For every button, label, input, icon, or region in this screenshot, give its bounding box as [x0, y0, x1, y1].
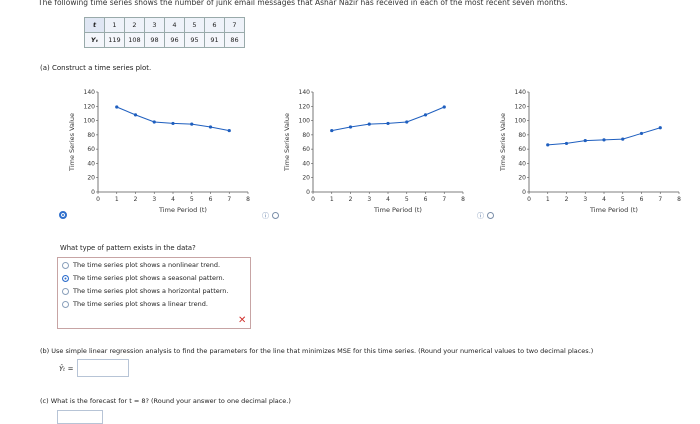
chart-option-3: [495, 88, 695, 218]
x-tick-label: 5: [189, 196, 194, 203]
x-tick-label: 4: [386, 196, 390, 203]
option-label: The time series plot shows a seasonal pattern.: [73, 274, 225, 282]
y-tick-label: 120: [514, 103, 526, 111]
data-point: [209, 125, 212, 128]
data-point: [584, 139, 587, 142]
x-tick-label: 6: [208, 196, 213, 203]
data-point: [349, 125, 352, 128]
radio-selected-icon[interactable]: [62, 275, 69, 282]
x-tick-label: 3: [367, 196, 372, 203]
radio-icon[interactable]: [62, 262, 69, 269]
y-tick-label: 80: [87, 131, 95, 139]
x-tick-label: 8: [246, 196, 250, 203]
part-c-label: (c) What is the forecast for t = 8? (Round your answer to one decimal place.): [40, 397, 291, 405]
x-tick-label: 0: [311, 196, 315, 203]
radio-icon[interactable]: [62, 301, 69, 308]
chart-3-radio[interactable]: [487, 212, 494, 219]
pattern-option[interactable]: [62, 300, 208, 308]
option-label: The time series plot shows a nonlinear trend.: [73, 261, 221, 269]
x-tick-label: 3: [583, 196, 588, 203]
pattern-option[interactable]: [62, 274, 225, 282]
data-point: [443, 105, 446, 108]
y-cell: 98: [145, 33, 165, 48]
t-cell: 1: [105, 18, 125, 33]
y-tick-label: 60: [87, 146, 95, 154]
regression-equation-input[interactable]: [77, 359, 129, 377]
data-point: [330, 129, 333, 132]
data-point: [190, 123, 193, 126]
x-tick-label: 4: [171, 196, 175, 203]
data-point: [228, 129, 231, 132]
y-tick-label: 80: [302, 131, 310, 139]
t-cell: 4: [165, 18, 185, 33]
data-point: [115, 105, 118, 108]
t-cell: 2: [125, 18, 145, 33]
y-tick-label: 60: [302, 146, 310, 154]
y-cell: 108: [125, 33, 145, 48]
y-tick-label: 80: [518, 131, 526, 139]
chart-2-radio[interactable]: [272, 212, 279, 219]
y-tick-label: 60: [518, 146, 526, 154]
y-cell: 95: [185, 33, 205, 48]
x-tick-label: 0: [96, 196, 100, 203]
yhat-label: Ŷₜ =: [59, 365, 74, 373]
y-tick-label: 0: [91, 189, 95, 196]
intro-text: The following time series shows the number of junk email messages that Ashar Nazir has received in each of the most recent seven months.: [38, 0, 568, 7]
t-cell: 3: [145, 18, 165, 33]
y-tick-label: 100: [83, 117, 95, 125]
data-point: [386, 122, 389, 125]
y-axis-label: Time Series Value: [499, 113, 507, 171]
y-header: Yₜ: [85, 33, 105, 48]
y-tick-label: 100: [298, 117, 310, 125]
x-tick-label: 7: [658, 196, 663, 203]
y-tick-label: 100: [514, 117, 526, 125]
radio-icon[interactable]: [62, 288, 69, 295]
option-label: The time series plot shows a linear trend.: [73, 300, 208, 308]
t-cell: 6: [205, 18, 225, 33]
y-cell: 86: [225, 33, 245, 48]
y-tick-label: 0: [522, 189, 526, 196]
series-line: [548, 128, 661, 145]
time-series-table: [84, 17, 245, 48]
series-line: [117, 107, 230, 131]
data-point: [405, 120, 408, 123]
x-tick-label: 2: [133, 196, 138, 203]
t-cell: 7: [225, 18, 245, 33]
data-point: [602, 138, 605, 141]
data-point: [640, 132, 643, 135]
y-tick-label: 120: [83, 103, 95, 111]
x-axis-label: Time Period (t): [374, 206, 422, 214]
chart-1-radio[interactable]: [59, 211, 67, 219]
t-header: t: [85, 18, 105, 33]
x-tick-label: 4: [602, 196, 606, 203]
pattern-option[interactable]: [62, 287, 228, 295]
data-point: [565, 142, 568, 145]
y-tick-label: 120: [298, 103, 310, 111]
x-tick-label: 5: [620, 196, 625, 203]
x-tick-label: 8: [677, 196, 681, 203]
data-point: [153, 120, 156, 123]
y-tick-label: 40: [518, 160, 526, 168]
x-tick-label: 8: [461, 196, 465, 203]
data-point: [171, 122, 174, 125]
x-tick-label: 1: [545, 196, 550, 203]
x-tick-label: 6: [423, 196, 428, 203]
incorrect-mark-icon: ✕: [238, 315, 247, 326]
y-cell: 119: [105, 33, 125, 48]
data-point: [134, 113, 137, 116]
y-tick-label: 140: [83, 89, 95, 96]
data-point: [424, 113, 427, 116]
info-icon[interactable]: ⓘ: [262, 212, 269, 220]
pattern-option[interactable]: [62, 261, 220, 269]
option-label: The time series plot shows a horizontal pattern.: [73, 287, 229, 295]
x-axis-label: Time Period (t): [590, 206, 638, 214]
x-tick-label: 7: [442, 196, 447, 203]
chart-option-2: [279, 88, 479, 218]
x-tick-label: 3: [152, 196, 157, 203]
x-tick-label: 0: [527, 196, 531, 203]
data-point: [621, 138, 624, 141]
x-tick-label: 5: [404, 196, 409, 203]
y-tick-label: 20: [518, 174, 526, 182]
data-point: [546, 143, 549, 146]
y-tick-label: 0: [306, 189, 310, 196]
part-a-label: (a) Construct a time series plot.: [40, 64, 152, 72]
y-cell: 96: [165, 33, 185, 48]
series-line: [332, 107, 445, 131]
y-tick-label: 140: [298, 89, 310, 96]
chart-option-1: [64, 88, 264, 218]
x-axis-label: Time Period (t): [159, 206, 207, 214]
y-cell: 91: [205, 33, 225, 48]
x-tick-label: 7: [227, 196, 232, 203]
pattern-question: What type of pattern exists in the data?: [60, 244, 196, 252]
forecast-input[interactable]: [57, 410, 103, 424]
x-tick-label: 6: [639, 196, 644, 203]
x-tick-label: 1: [329, 196, 334, 203]
x-tick-label: 2: [564, 196, 569, 203]
data-point: [368, 123, 371, 126]
y-tick-label: 20: [87, 174, 95, 182]
data-point: [659, 126, 662, 129]
info-icon[interactable]: ⓘ: [477, 212, 484, 220]
y-tick-label: 40: [302, 160, 310, 168]
x-tick-label: 2: [348, 196, 353, 203]
t-cell: 5: [185, 18, 205, 33]
x-tick-label: 1: [114, 196, 119, 203]
y-tick-label: 20: [302, 174, 310, 182]
y-axis-label: Time Series Value: [283, 113, 291, 171]
y-axis-label: Time Series Value: [68, 113, 76, 171]
pattern-options-box: [57, 257, 251, 329]
y-tick-label: 140: [514, 89, 526, 96]
part-b-label: (b) Use simple linear regression analysis to find the parameters for the line that minimizes MSE for this time series. (Round your numerical values to two decimal places.): [40, 347, 594, 355]
y-tick-label: 40: [87, 160, 95, 168]
